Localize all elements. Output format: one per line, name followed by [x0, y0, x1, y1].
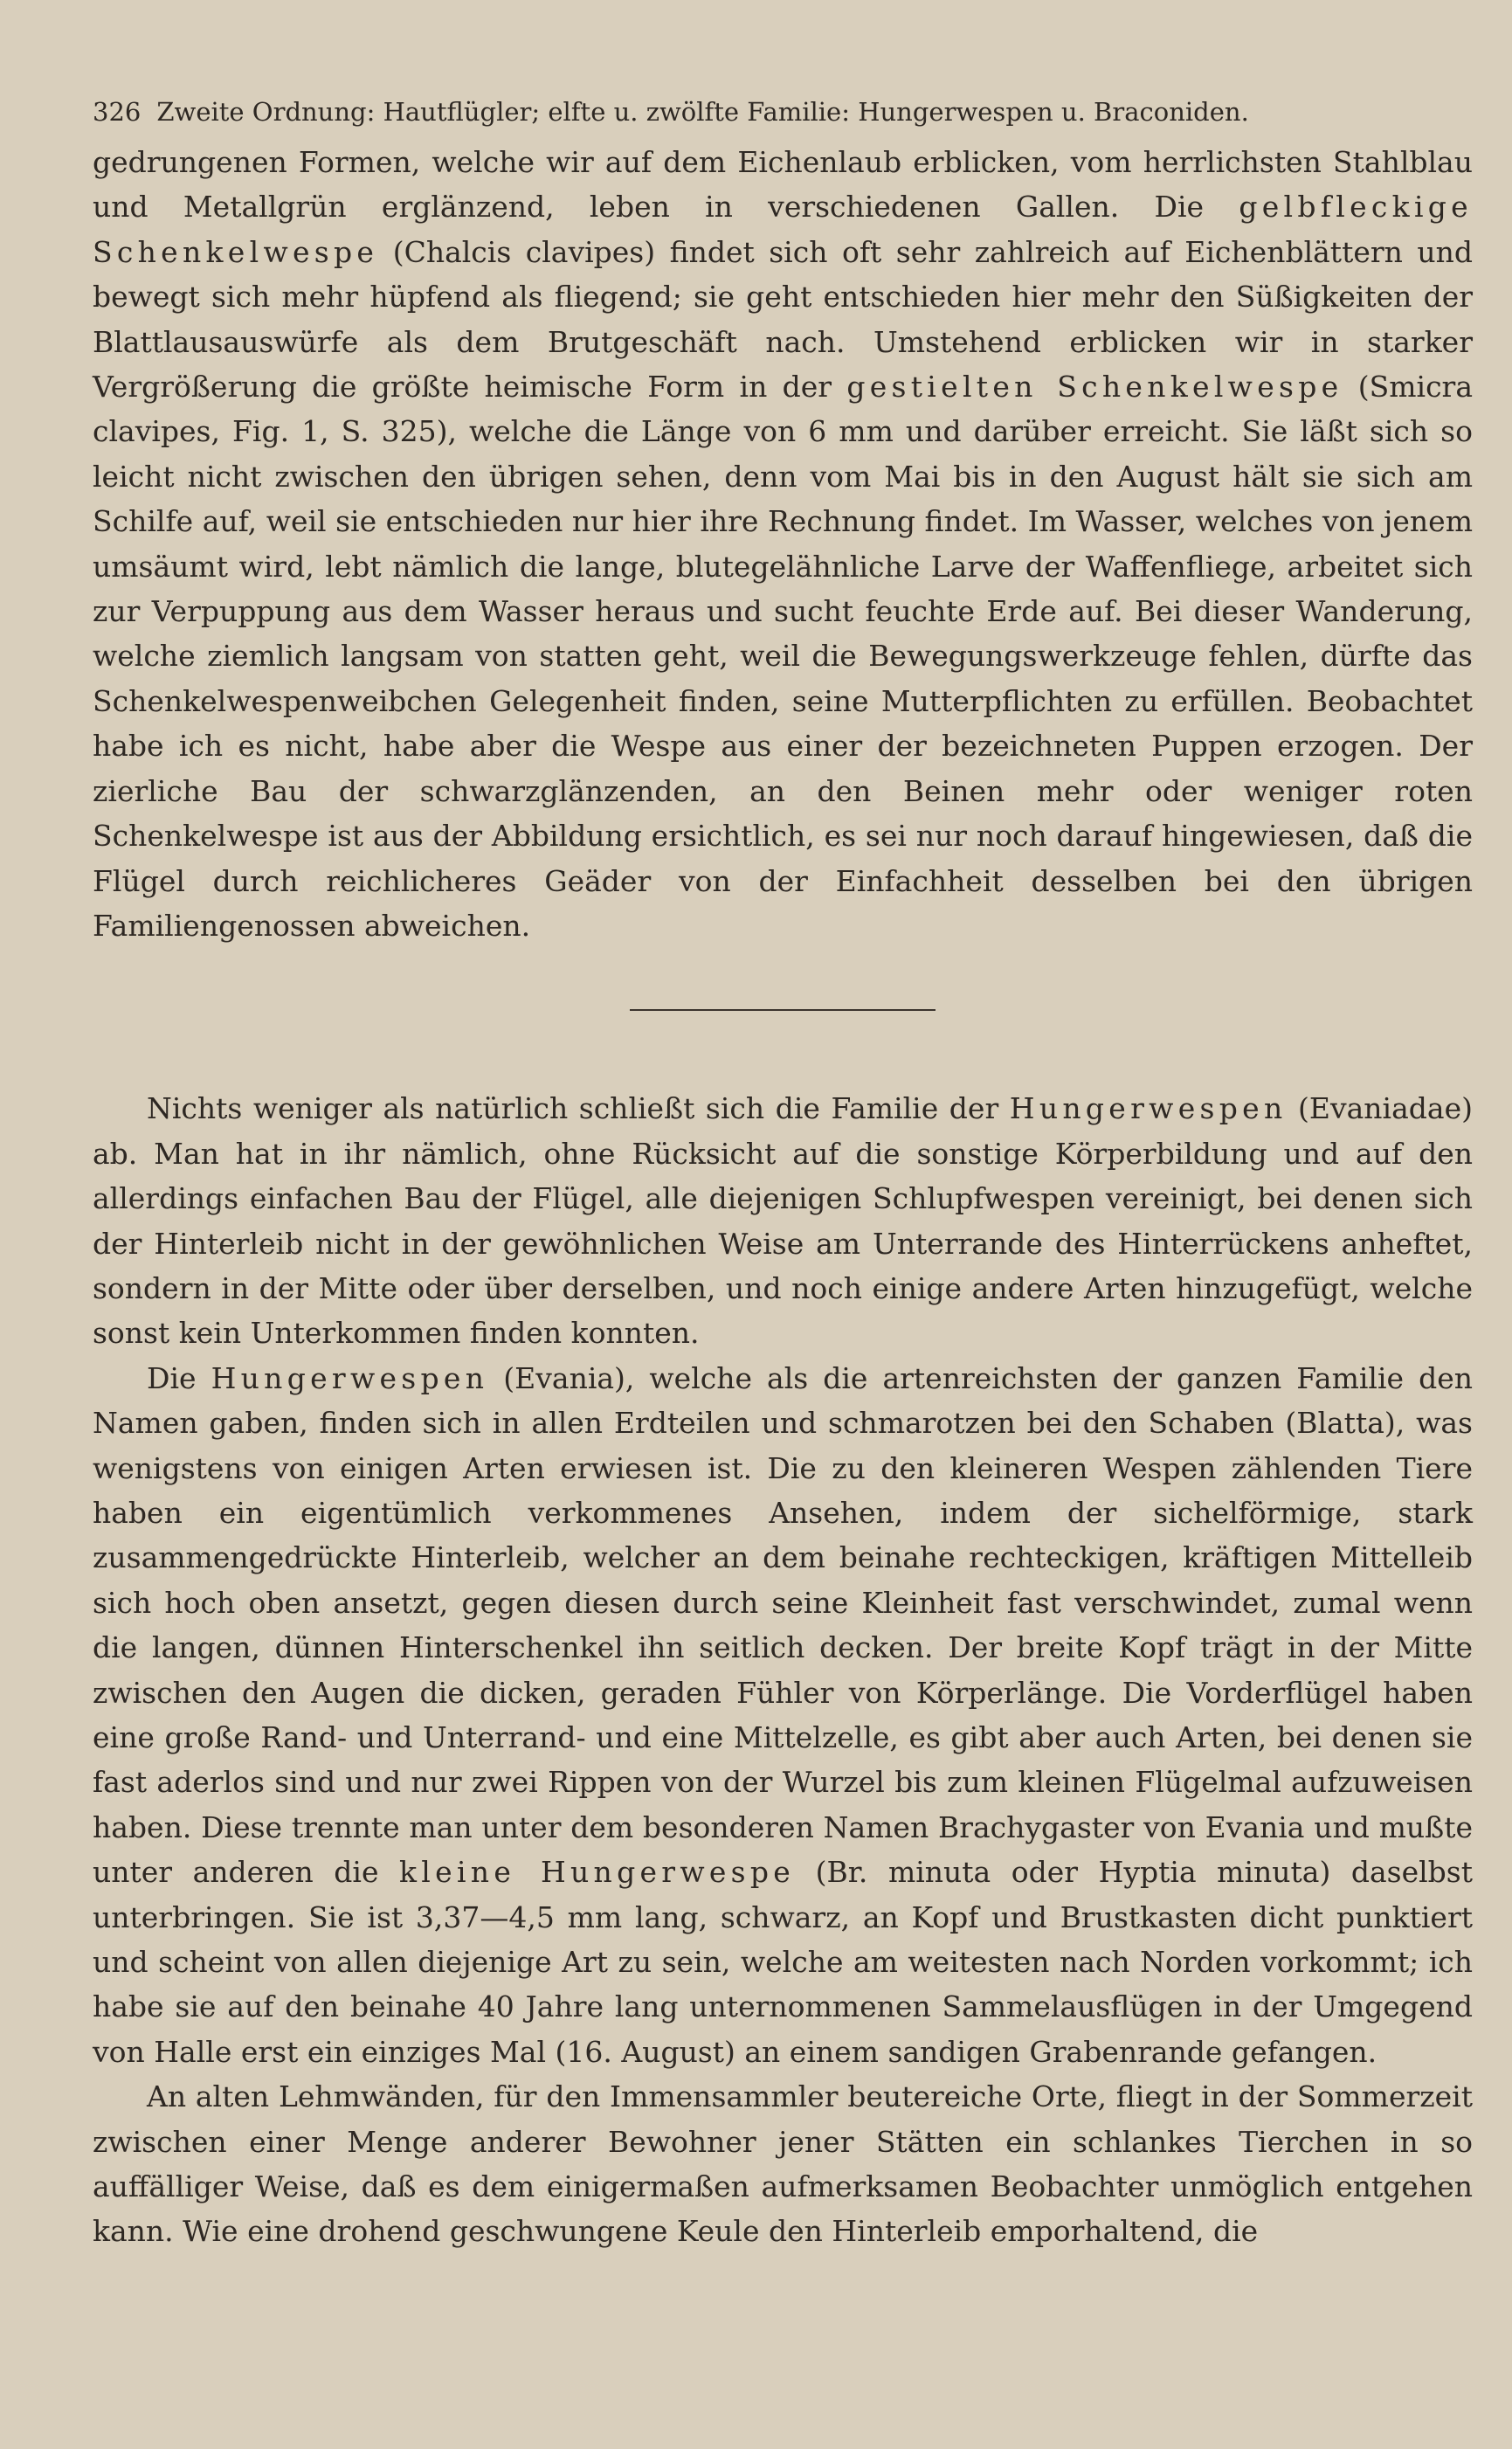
page-number: 326	[93, 97, 142, 127]
spaced-term: Hungerwespen	[1009, 1091, 1288, 1126]
paragraph-evania: Die Hungerwespen (Evania), welche als die artenreichsten der ganzen Familie den Namen gaben, finden sich in allen Erdteilen und schmarotzen bei den Schaben (Blatta), was wenigstens von einigen Arten erwiesen ist. Die zu den kleineren Wespen zählenden Tiere haben ein eigentümlich verkommenes Ansehen, indem der sichelförmige, stark zusammengedrückte Hinterleib, welcher an dem beinahe rechteckigen, kräftigen Mittelleib sich hoch oben ansetzt, gegen diesen durch seine Kleinheit fast verschwindet, zumal wenn die langen, dünnen Hinterschenkel ihn seitlich decken. Der breite Kopf trägt in der Mitte zwischen den Augen die dicken, geraden Fühler von Körperlänge. Die Vorderflügel haben eine große Rand- und Unterrand- und eine Mittelzelle, es gibt aber auch Arten, bei denen sie fast aderlos sind und nur zwei Rippen von der Wurzel bis zum kleinen Flügelmal aufzuweisen haben. Diese trennte man unter dem besonderen Namen Brachygaster von Evania und mußte unter anderen die kleine Hungerwespe (Br. minuta oder Hyptia minuta) daselbst unterbringen. Sie ist 3,37—4,5 mm lang, schwarz, an Kopf und Brustkasten dicht punktiert und scheint von allen diejenige Art zu sein, welche am weitesten nach Norden vorkommt; ich habe sie auf den beinahe 40 Jahre lang unternommenen Sammelausflügen in der Umgegend von Halle erst ein einziges Mal (16. August) an einem sandigen Grabenrande gefangen.	[93, 1360, 1474, 2069]
paragraph-evaniadae-intro: Nichts weniger als natürlich schließt sich die Familie der Hungerwespen (Evaniadae) ab. Man hat in ihr nämlich, ohne Rücksicht auf die sonstige Körperbildung und auf den allerdings einfachen Bau der Flügel, alle diejenigen Schlupfwespen vereinigt, bei denen sich der Hinterleib nicht in der gewöhnlichen Weise am Unterrande des Hinterrückens anheftet, sondern in der Mitte oder über derselben, und noch einige andere Arten hinzugefügt, welche sonst kein Unterkommen finden konnten.	[93, 1091, 1473, 1351]
paragraph-chalcid-wasps: gedrungenen Formen, welche wir auf dem Eichenlaub erblicken, vom herrlichsten Stahlblau und Metallgrün erglänzend, leben in verschiedenen Gallen. Die gelbfleckige Schenkelwespe (Chalcis clavipes) findet sich oft sehr zahlreich auf Eichenblättern und bewegt sich mehr hüpfend als fliegend; sie geht entschieden hier mehr den Süßigkeiten der Blattlausauswürfe als dem Brutgeschäft nach. Umstehend erblicken wir in starker Vergrößerung die größte heimische Form in der gestielten Schenkelwespe (Smicra clavipes, Fig. 1, S. 325), welche die Länge von 6 mm und darüber erreicht. Sie läßt sich so leicht nicht zwischen den übrigen sehen, denn vom Mai bis in den August hält sie sich am Schilfe auf, weil sie entschieden nur hier ihre Rechnung findet. Im Wasser, welches von jenem umsäumt wird, lebt nämlich die lange, blutegelähnliche Larve der Waffenfliege, arbeitet sich zur Verpuppung aus dem Wasser heraus und sucht feuchte Erde auf. Bei dieser Wanderung, welche ziemlich langsam von statten geht, weil die Bewegungswerkzeuge fehlen, dürfte das Schenkelwespenweibchen Gelegenheit finden, seine Mutterpflichten zu erfüllen. Beobachtet habe ich es nicht, habe aber die Wespe aus einer der bezeichneten Puppen erzogen. Der zierliche Bau der schwarzglänzenden, an den Beinen mehr oder weniger roten Schenkelwespe ist aus der Abbildung ersichtlich, es sei nur noch darauf hingewiesen, daß die Flügel durch reichlicheres Geäder von der Einfachheit desselben bei den übrigen Familiengenossen abweichen.	[93, 145, 1474, 943]
spaced-term: gestielten Schenkelwespe	[846, 370, 1343, 405]
running-title: Zweite Ordnung: Hautflügler; elfte u. zwölfte Familie: Hungerwespen u. Braconiden.	[156, 97, 1249, 127]
paragraph-lehmwaende: An alten Lehmwänden, für den Immensammler beutereiche Orte, fliegt in der Sommerzeit zwischen einer Menge anderer Bewohner jener Stätten ein schlankes Tierchen in so auffälliger Weise, daß es dem einigermaßen aufmerksamen Beobachter unmöglich entgehen kann. Wie eine drohend geschwungene Keule den Hinterleib emporhaltend, die	[93, 2079, 1473, 2249]
spaced-term: kleine Hungerwespe	[399, 1855, 796, 1890]
book-page	[93, 87, 1473, 2254]
spaced-term: gelbfleckige Schenkelwespe	[93, 190, 1473, 269]
running-head	[93, 87, 1473, 136]
spaced-term: Hungerwespen	[211, 1360, 489, 1395]
section-divider	[630, 1009, 936, 1011]
